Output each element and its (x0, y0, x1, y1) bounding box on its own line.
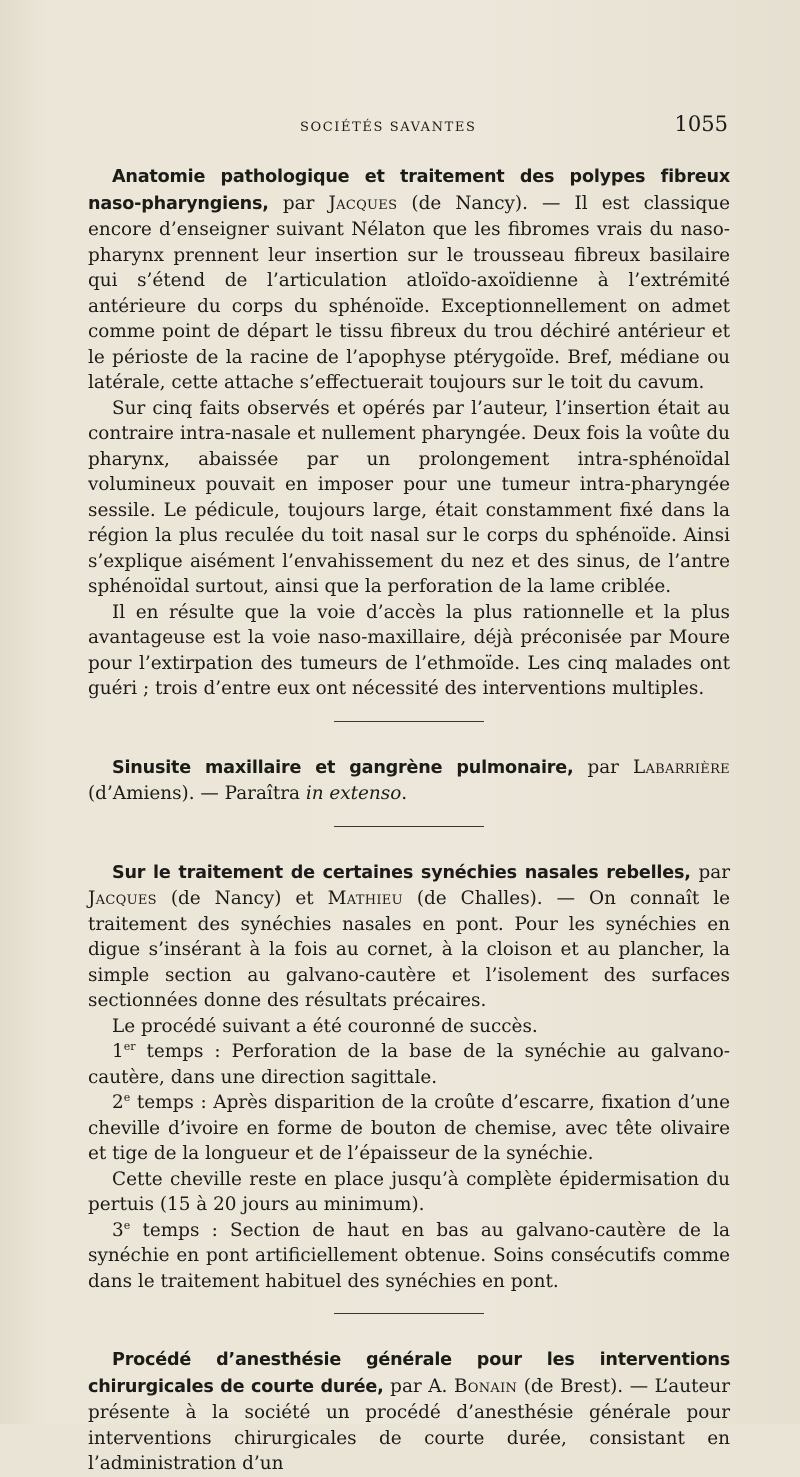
paragraph: Le procédé suivant a été couronné de succès. (112, 1015, 538, 1037)
page-body (88, 164, 730, 1477)
article-title: Sinusite maxillaire et gangrène pulmonaire, (112, 757, 574, 778)
paragraph: Sur cinq faits observés et opérés par l’auteur, l’insertion était au contraire intra-nasale et nullement pharyngée. Deux fois la voûte du pharynx, abaissée par un prolongement intra-sphénoïdal volumineux pouvait en imposer pour une tumeur intra-pharyngée sessile. Le pédicule, toujours large, était constamment fixé dans la région la plus reculée du toit nasal sur le corps du sphénoïde. Ainsi s’explique aisément l’envahissement du nez et des sinus, de l’antre sphénoïdal surtout, ainsi que la perforation de la lame criblée. (88, 397, 730, 597)
article-title: Anatomie pathologique et traitement des polypes fibreux naso-pharyngiens, (88, 167, 730, 214)
article-sinusite: Sinusite maxillaire et gangrène pulmonaire, par Labarrière (d’Amiens). — Paraîtra in extenso. (88, 756, 730, 804)
author-name: Jacques (328, 192, 398, 214)
section-divider (334, 1313, 484, 1314)
section-divider (334, 721, 484, 722)
running-head: SOCIÉTÉS SAVANTES (300, 120, 477, 135)
article-anesthesie: Procédé d’anesthésie générale pour les interventions chirurgicales de courte durée, par A. Bonain (de Brest). — L’auteur présente à la société un procédé d’anesthésie générale pour interventions chirurgicales de courte durée, consistant en l’administration d’un (88, 1350, 731, 1474)
procedure-step: 3e temps : Section de haut en bas au galvano-cautère de la synéchie en pont artificiellement obtenue. Soins consécutifs comme dans le traitement habituel des synéchies en pont. (88, 1218, 730, 1292)
page-header (88, 112, 728, 142)
article-polypes: Anatomie pathologique et traitement des polypes fibreux naso-pharyngiens, par Jacques (de Nancy). — Il est classique encore d’enseigner suivant Nélaton que les fibromes vrais du naso-pharynx prennent leur insertion sur le trousseau fibreux basilaire qui s’étend de l’articulation atloïdo-axoïdienne à l’extrémité antérieure du corps du sphénoïde. Exceptionnellement on admet comme point de départ le tissu fibreux du trou déchiré antérieur et le périoste de la racine de l’apophyse ptérygoïde. Bref, médiane ou latérale, cette attache s’effectuerait toujours sur le toit du cavum. (88, 167, 730, 393)
article-synechies: Sur le traitement de certaines synéchies nasales rebelles, par Jacques (de Nancy) et Mathieu (de Challes). — On connaît le traitement des synéchies nasales en pont. Pour les synéchies en digue s’insérant à la fois au cornet, à la cloison et au plancher, la simple section au galvano-cautère et l’isolement des surfaces sectionnées donne des résultats précaires. (88, 861, 730, 1011)
procedure-step: 2e temps : Après disparition de la croûte d’escarre, fixation d’une cheville d’ivoire en forme de bouton de chemise, avec tête olivaire et tige de la longueur et de l’épaisseur de la synéchie. (88, 1090, 730, 1164)
paragraph: — On connaît le traitement des synéchies nasales en pont. Pour les synéchies en digue s’insérant à la fois au cornet, à la cloison et au plancher, la simple section au galvano-cautère et l’isolement des surfaces sectionnées donne des résultats précaires. (88, 888, 730, 1011)
paragraph: — Il est classique encore d’enseigner suivant Nélaton que les fibromes vrais du naso-pharynx prennent leur insertion sur le trousseau fibreux basilaire qui s’étend de l’articulation atloïdo-axoïdienne à l’extrémité antérieure du corps du sphénoïde. Exceptionnellement on admet comme point de départ le tissu fibreux du trou déchiré antérieur et le périoste de la racine de l’apophyse ptérygoïde. Bref, médiane ou latérale, cette attache s’effectuerait toujours sur le toit du cavum. (88, 192, 730, 393)
author-name: Jacques (88, 888, 157, 909)
italic-phrase: in extenso (305, 783, 402, 804)
paragraph: Cette cheville reste en place jusqu’à complète épidermisation du pertuis (15 à 20 jours au minimum). (88, 1168, 730, 1215)
section-divider (334, 826, 484, 827)
procedure-step: 1er temps : Perforation de la base de la synéchie au galvano-cautère, dans une direction sagittale. (88, 1039, 730, 1088)
author-name: Labarrière (632, 756, 730, 778)
article-title: Sur le traitement de certaines synéchies nasales rebelles, (112, 862, 691, 883)
article-title: Procédé d’anesthésie générale pour les interventions chirurgicales de courte durée, (88, 1350, 730, 1397)
author-name: Bonain (453, 1375, 518, 1397)
page-number: 1055 (674, 112, 728, 136)
author-name: Mathieu (327, 888, 403, 909)
paragraph: — L’auteur présente à la société un procédé d’anesthésie générale pour interventions chirurgicales de courte durée, consistant en l’administration d’un (88, 1375, 731, 1474)
paragraph: Il en résulte que la voie d’accès la plus rationnelle et la plus avantageuse est la voie naso-maxillaire, déjà préconisée par Moure pour l’extirpation des tumeurs de l’ethmoïde. Les cinq malades ont guéri ; trois d’entre eux ont nécessité des interventions multiples. (88, 601, 730, 699)
